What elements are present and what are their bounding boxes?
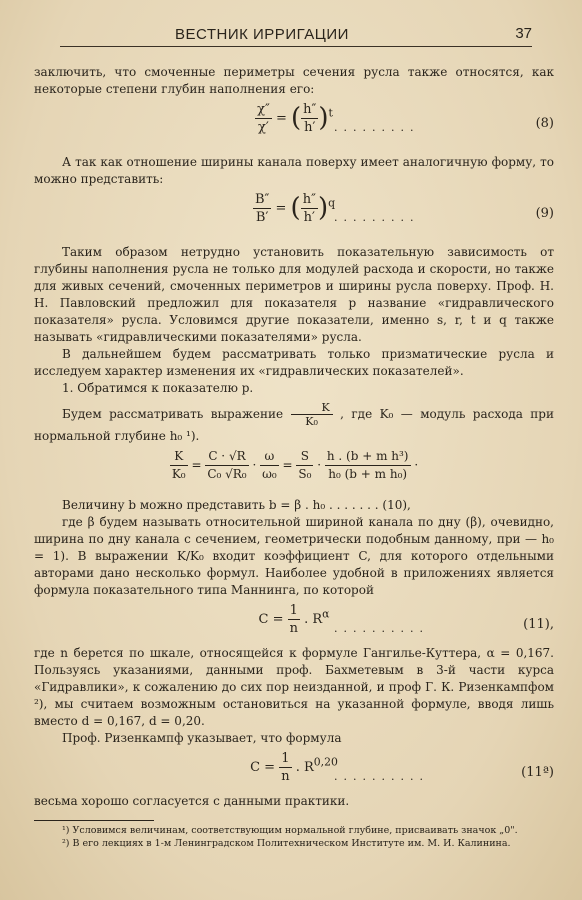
equation-k-ratio xyxy=(34,448,554,494)
paragraph-1: заключить, что смоченные периметры сечения русла также относятся, как некоторые степени глубин наполнения его: xyxy=(34,65,554,96)
footnotes xyxy=(34,820,554,850)
equation-8-formula: $\frac{\chi''}{\chi'}$ = ( $\frac{h''}{h'}$ )$^t$ xyxy=(257,102,333,135)
equation-8 xyxy=(34,101,554,151)
paragraph-11: весьма хорошо согласуется с данными практики. xyxy=(34,794,350,808)
paragraph-9: где n берется по шкале, относящейся к формуле Гангилье-Куттера, α = 0,167. Пользуясь указаниями, данными проф. Бахметевым в 3-й части курса «Гидравлики», к сожалению до сих пор неизданной, и проф Г. К. Ризенкампфом ²), мы считаем возможным остановиться на указанной формуле, вводя лишь вместо d = 0,167, d = 0,20. xyxy=(34,646,554,728)
paragraph-5: 1. Обратимся к показателю p. xyxy=(62,381,254,395)
paragraph-3: Таким образом нетрудно установить показательную зависимость от глубины наполнения русла не только для модулей расхода и скорости, но также для живых сечений, смоченных периметров и ширины русла поверху. Проф. Н. Н. Павловский предложил для показателя p название «гидравлического показателя» русла. Условимся другие показатели, именно s, r, t и q также называть «гидравлическими показателями» русла. xyxy=(34,245,554,344)
equation-11a-number: (11ª) xyxy=(521,765,554,780)
equation-11-leader: .......... xyxy=(334,622,429,635)
paragraph-7: Величину b можно представить b = β . h₀ . . . . . . . (10), xyxy=(62,498,411,512)
equation-11-number: (11), xyxy=(523,617,554,632)
equation-9-number: (9) xyxy=(535,206,554,221)
paragraph-2: А так как отношение ширины канала поверху имеет аналогичную форму, то можно представить: xyxy=(34,155,554,186)
equation-11 xyxy=(34,602,554,642)
paragraph-6: Будем рассматривать выражение $\frac{K}{\text{K₀}}$ , где K₀ — модуль расхода при нормальной глубине h₀ ¹). xyxy=(34,401,554,443)
equation-11a xyxy=(34,750,554,790)
equation-9-leader: ......... xyxy=(334,211,420,224)
equation-k-ratio-formula: $\frac{K}{\text{K₀}}$ = $\frac{C \cdot √R}{\text{C₀ √R₀}}$ · $\frac{\omega}{\text{ω₀}}$ = $\frac{S}{\text{S₀}}$ · $\frac{\text{h . (b + m h³)}}{\text{h₀ (b + m h₀)}}$ · xyxy=(171,449,419,481)
equation-8-number: (8) xyxy=(535,116,554,131)
equation-9 xyxy=(34,191,554,241)
equation-11a-leader: .......... xyxy=(334,770,429,783)
page-number: 37 xyxy=(515,25,532,42)
paragraph-10: Проф. Ризенкампф указывает, что формула xyxy=(62,731,342,745)
page-header xyxy=(60,24,532,47)
footnote-2: ²) В его лекциях в 1-м Ленинградском Политехническом Институте им. М. И. Калинина. xyxy=(62,838,511,849)
paragraph-8: где β будем называть относительной шириной канала по дну (β), очевидно, ширина по дну канала с сечением, геометрически подобным данному, при — h₀ = 1). В выражении K/K₀ входит коэффициент C, для которого отдельными авторами дано несколько формул. Наиболее удобной в приложениях является формула показательного типа Маннинга, по которой xyxy=(34,515,554,597)
paragraph-4: В дальнейшем будем рассматривать только призматические русла и исследуем характер изменения их «гидравлических показателей». xyxy=(34,347,554,378)
journal-title: ВЕСТНИК ИРРИГАЦИИ xyxy=(175,26,349,43)
footnote-rule xyxy=(34,820,154,821)
equation-9-formula: $\frac{B''}{B'}$ = ( $\frac{h''}{h'}$ )$^q$ xyxy=(254,192,336,225)
equation-11a-formula: C = $\frac{1}{n}$ . R$^{0,20}$ xyxy=(250,751,338,784)
equation-11-formula: C = $\frac{1}{n}$ . $R^\alpha$ xyxy=(258,603,330,636)
equation-8-leader: ......... xyxy=(334,121,420,134)
page-body xyxy=(34,64,554,810)
footnote-1: ¹) Условимся величинам, соответствующим нормальной глубине, присваивать значок „0". xyxy=(62,825,518,836)
inline-fraction: $\frac{K}{\text{K₀}}$ xyxy=(291,401,333,428)
